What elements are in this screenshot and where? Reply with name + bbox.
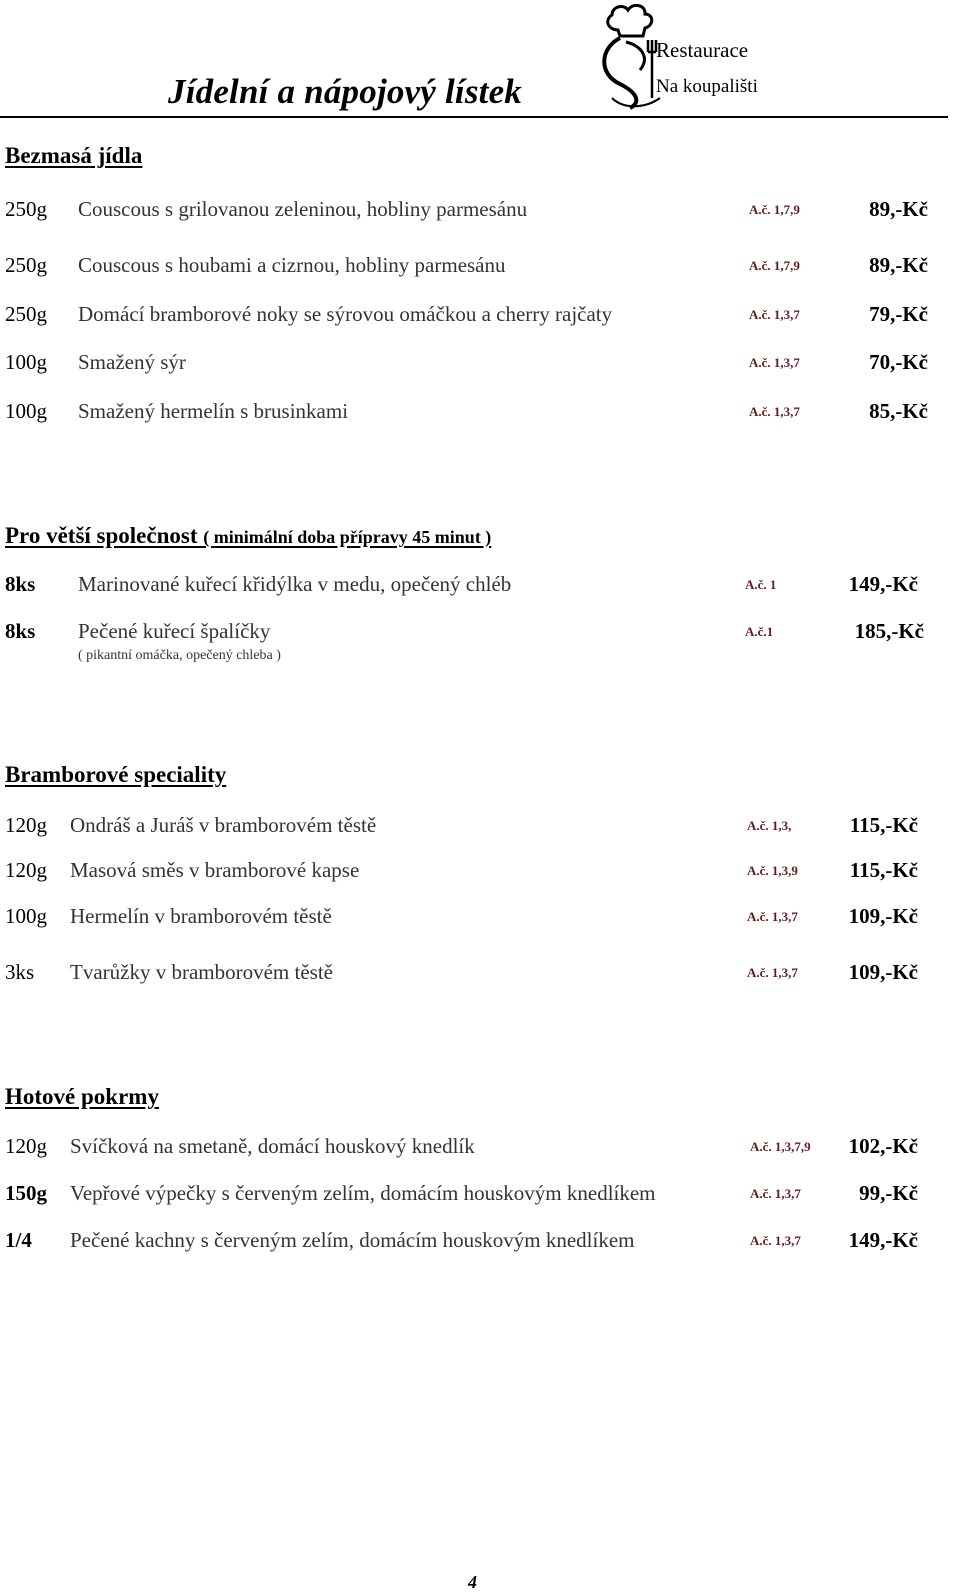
item-quantity: 8ks <box>5 572 36 596</box>
item-price: 89,-Kč <box>869 253 928 277</box>
item-name: Domácí bramborové noky se sýrovou omáčkou a cherry rajčaty <box>78 302 613 326</box>
item-name: Ondráš a Juráš v bramborovém těstě <box>70 813 377 837</box>
item-name: Marinované kuřecí křidýlka v medu, opečený chléb <box>78 572 512 596</box>
item-allergens: A.č. 1 <box>745 577 777 592</box>
menu-item <box>0 858 948 888</box>
item-allergens: A.č. 1,3,7 <box>750 1233 801 1248</box>
item-quantity: 100g <box>5 399 47 423</box>
item-quantity: 150g <box>5 1181 47 1205</box>
item-allergens: A.č. 1,3,7 <box>747 965 798 980</box>
item-quantity: 250g <box>5 253 47 277</box>
menu-item <box>0 904 948 934</box>
item-name: Vepřové výpečky s červeným zelím, domácím houskovým knedlíkem <box>70 1181 656 1205</box>
item-quantity: 120g <box>5 813 47 837</box>
section-heading-bezmasa: Bezmasá jídla <box>5 143 143 168</box>
item-allergens: A.č. 1,3,7 <box>749 355 800 370</box>
item-price: 99,-Kč <box>859 1181 918 1205</box>
item-name: Pečené kuřecí špalíčky <box>78 619 271 643</box>
item-quantity: 100g <box>5 904 47 928</box>
logo-text-restaurace: Restaurace <box>656 38 749 62</box>
header-divider <box>0 116 948 118</box>
item-price: 109,-Kč <box>848 904 918 928</box>
menu-item <box>0 197 948 227</box>
restaurant-logo <box>590 2 810 114</box>
item-quantity: 120g <box>5 858 47 882</box>
item-name: Tvarůžky v bramborovém těstě <box>70 960 333 984</box>
page-number: 4 <box>468 1572 477 1592</box>
item-name: Svíčková na smetaně, domácí houskový knedlík <box>70 1134 475 1158</box>
logo-text-na-koupalisti: Na koupališti <box>656 76 758 97</box>
item-allergens: A.č. 1,3,7 <box>747 909 798 924</box>
section-heading-hotove-pokrmy: Hotové pokrmy <box>5 1084 159 1109</box>
item-allergens: A.č. 1,7,9 <box>749 202 800 217</box>
item-allergens: A.č. 1,3, <box>747 818 792 833</box>
item-allergens: A.č. 1,3,7 <box>750 1186 801 1201</box>
item-name: Hermelín v bramborovém těstě <box>70 904 332 928</box>
menu-item <box>0 572 948 602</box>
item-note: ( pikantní omáčka, opečený chleba ) <box>78 648 281 663</box>
item-price: 79,-Kč <box>869 302 928 326</box>
section-heading-pro-vetsi-spolecnost <box>5 523 491 549</box>
item-price: 70,-Kč <box>869 350 928 374</box>
section-heading-bramborove-speciality: Bramborové speciality <box>5 762 227 787</box>
item-name: Pečené kachny s červeným zelím, domácím houskovým knedlíkem <box>70 1228 635 1252</box>
menu-item <box>0 253 948 283</box>
item-allergens: A.č.1 <box>745 624 774 639</box>
item-allergens: A.č. 1,3,9 <box>747 863 798 878</box>
menu-item <box>0 302 948 332</box>
menu-item <box>0 1181 948 1211</box>
page-header <box>0 0 960 124</box>
menu-item <box>0 399 948 429</box>
item-quantity: 3ks <box>5 960 35 984</box>
item-quantity: 1/4 <box>5 1228 32 1252</box>
item-price: 109,-Kč <box>848 960 918 984</box>
menu-item <box>0 960 948 990</box>
item-quantity: 120g <box>5 1134 47 1158</box>
menu-item <box>0 813 948 843</box>
item-price: 185,-Kč <box>854 619 924 643</box>
item-quantity: 8ks <box>5 619 36 643</box>
item-quantity: 250g <box>5 302 47 326</box>
item-price: 149,-Kč <box>848 1228 918 1252</box>
menu-item <box>0 1134 948 1164</box>
item-price: 89,-Kč <box>869 197 928 221</box>
item-price: 85,-Kč <box>869 399 928 423</box>
menu-item <box>0 619 948 649</box>
item-price: 102,-Kč <box>848 1134 918 1158</box>
page-title: Jídelní a nápojový lístek <box>168 72 523 111</box>
item-allergens: A.č. 1,3,7,9 <box>750 1139 811 1154</box>
menu-item <box>0 350 948 380</box>
item-allergens: A.č. 1,3,7 <box>749 404 800 419</box>
item-allergens: A.č. 1,7,9 <box>749 258 800 273</box>
item-quantity: 250g <box>5 197 47 221</box>
menu-item <box>0 1228 948 1258</box>
item-price: 115,-Kč <box>849 858 918 882</box>
section-heading-text: Pro větší společnost <box>5 523 198 548</box>
item-name: Masová směs v bramborové kapse <box>70 858 360 882</box>
item-quantity: 100g <box>5 350 47 374</box>
item-name: Smažený hermelín s brusinkami <box>78 399 349 423</box>
item-price: 149,-Kč <box>848 572 918 596</box>
item-name: Smažený sýr <box>78 350 186 374</box>
section-heading-note: ( minimální doba přípravy 45 minut ) <box>203 527 492 547</box>
item-allergens: A.č. 1,3,7 <box>749 307 800 322</box>
item-price: 115,-Kč <box>849 813 918 837</box>
item-name: Couscous s houbami a cizrnou, hobliny parmesánu <box>78 253 506 277</box>
item-name: Couscous s grilovanou zeleninou, hobliny parmesánu <box>78 197 528 221</box>
